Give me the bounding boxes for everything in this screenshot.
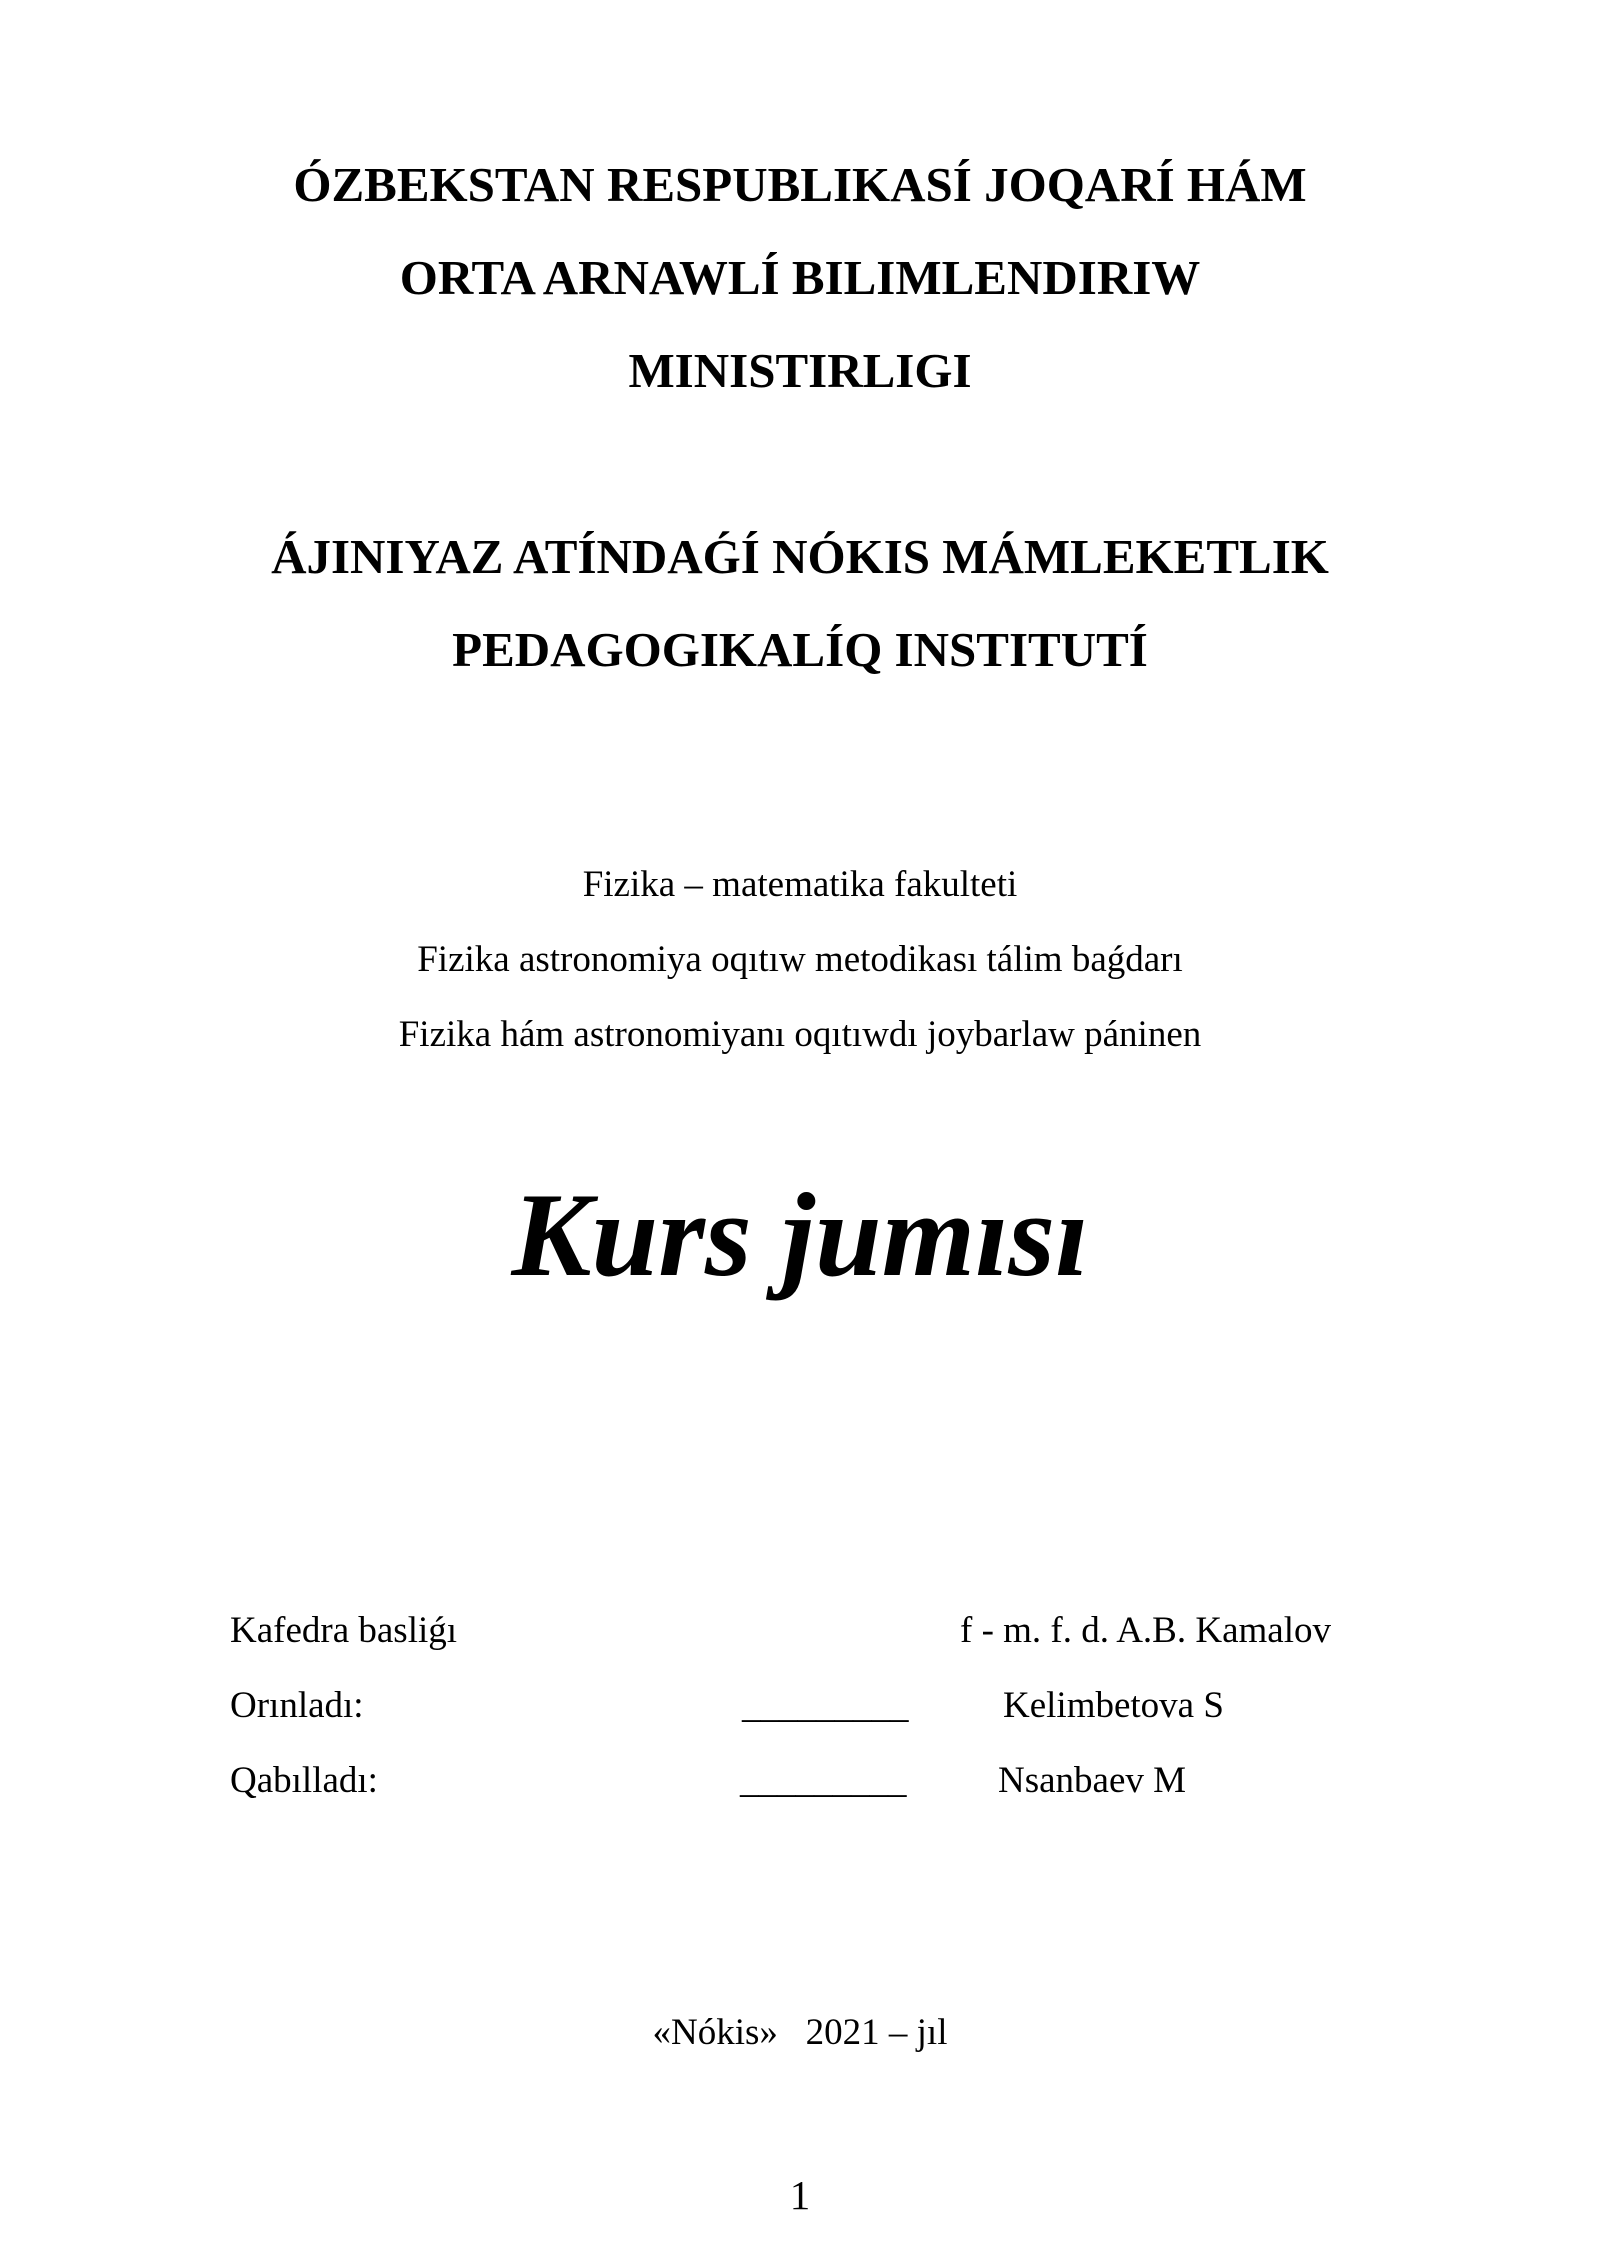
signature-role-head: Kafedra basliǵı — [230, 1610, 458, 1651]
page-number: 1 — [789, 2172, 811, 2218]
city-year: «Nókis» 2021 – jıl — [652, 2012, 948, 2053]
signature-role-performed: Orınladı: — [230, 1685, 364, 1726]
direction-line: Fizika astronomiya oqıtıw metodikası tálim baǵdarı — [417, 939, 1183, 980]
signature-name-head: f - m. f. d. A.B. Kamalov — [960, 1610, 1331, 1651]
document-title: Kurs jumısı — [511, 1168, 1089, 1301]
faculty-line: Fizika – matematika fakulteti — [582, 864, 1018, 905]
ministry-line-1: ÓZBEKSTAN RESPUBLIKASÍ JOQARÍ HÁM — [293, 157, 1307, 212]
signature-name-accepted: Nsanbaev M — [998, 1760, 1187, 1801]
signature-line-performed: _________ — [742, 1685, 909, 1726]
subject-line: Fizika hám astronomiyanı oqıtıwdı joybarlaw páninen — [398, 1014, 1202, 1055]
institute-line-2: PEDAGOGIKALÍQ INSTITUTÍ — [452, 622, 1148, 677]
ministry-line-2: ORTA ARNAWLÍ BILIMLENDIRIW — [399, 250, 1201, 305]
institute-line-1: ÁJINIYAZ ATÍNDAǴÍ NÓKIS MÁMLEKETLIK — [271, 529, 1329, 584]
signature-role-accepted: Qabılladı: — [230, 1760, 378, 1801]
signature-line-accepted: _________ — [740, 1760, 907, 1801]
signature-name-performed: Kelimbetova S — [1003, 1685, 1224, 1726]
ministry-line-3: MINISTIRLIGI — [628, 343, 972, 398]
